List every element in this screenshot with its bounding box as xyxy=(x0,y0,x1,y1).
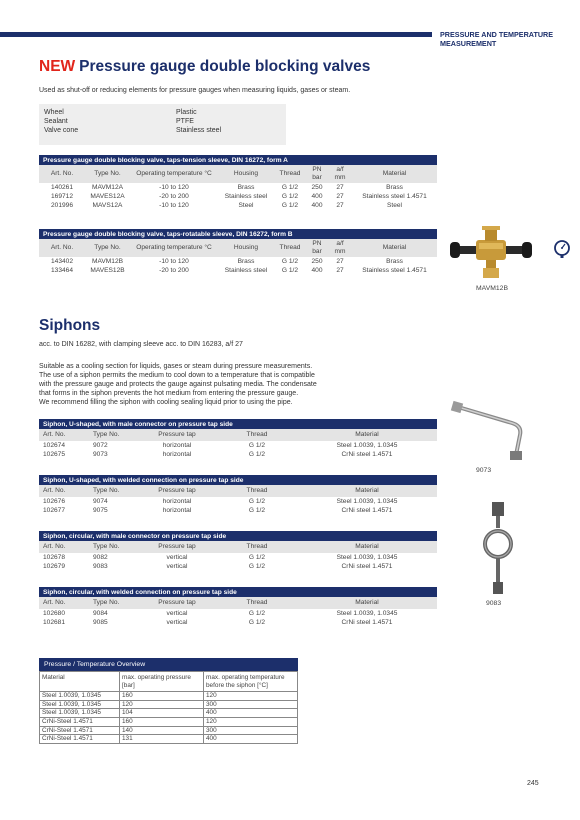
cell: 400 xyxy=(311,202,323,209)
col-header: max. operating temperature before the siphon [°C] xyxy=(204,672,298,692)
cell: G 1/2 xyxy=(248,619,266,626)
cell: 400 xyxy=(204,735,298,744)
material-value: Stainless steel xyxy=(176,127,222,134)
cell: Stainless steel xyxy=(224,193,268,200)
cell: 9084 xyxy=(93,610,108,617)
cell: 250 xyxy=(311,258,323,265)
col-header: Pressure tap xyxy=(137,597,217,609)
table-caption: Pressure gauge double blocking valve, taps-tension sleeve, DIN 16272, form A xyxy=(39,155,437,165)
cell: Brass xyxy=(237,184,255,191)
image-label-circular-siphon: 9083 xyxy=(486,600,502,607)
description-line: with the pressure gauge and protects the gauge against pulsating media. The condensate xyxy=(39,381,317,388)
table-caption: Siphon, circular, with welded connection on pressure tap side xyxy=(39,587,437,597)
cell: 143402 xyxy=(50,258,73,265)
table-row xyxy=(39,450,437,459)
material-box xyxy=(39,104,286,145)
cell: Steel 1.0039, 1.0345 xyxy=(336,498,398,505)
cell: CrNi steel 1.4571 xyxy=(341,507,393,514)
cell: 27 xyxy=(336,193,344,200)
col-header: Pressure tap xyxy=(137,485,217,497)
table-row xyxy=(39,562,437,571)
cell: 27 xyxy=(336,184,344,191)
siphon-table-u-male xyxy=(39,419,437,459)
col-header: Thread xyxy=(274,165,306,183)
col-header: Thread xyxy=(274,239,306,257)
table-caption: Siphon, U-shaped, with welded connection on pressure tap side xyxy=(39,475,437,485)
cell: Steel 1.0039, 1.0345 xyxy=(336,442,398,449)
col-header: Thread xyxy=(217,429,297,441)
circular-siphon-image xyxy=(478,500,518,596)
cell: G 1/2 xyxy=(248,554,266,561)
cell: -20 to 200 xyxy=(159,267,189,274)
cell: 400 xyxy=(311,193,323,200)
table-row xyxy=(39,618,437,627)
material-key: Wheel xyxy=(44,109,64,116)
cell: 300 xyxy=(204,700,298,709)
cell: 9082 xyxy=(93,554,108,561)
cell: 9073 xyxy=(93,451,108,458)
material-key: Valve cone xyxy=(44,127,79,134)
table-row xyxy=(39,609,437,618)
siphon-table-u-welded xyxy=(39,475,437,515)
table-row xyxy=(39,192,437,201)
col-header: Art. No. xyxy=(39,541,89,553)
table-row xyxy=(40,726,298,735)
cell: 400 xyxy=(311,267,323,274)
cell: 300 xyxy=(204,726,298,735)
cell: Steel 1.0039, 1.0345 xyxy=(40,692,120,701)
col-header: Material xyxy=(352,239,437,257)
cell: 120 xyxy=(204,717,298,726)
col-header: a/f mm xyxy=(328,239,352,257)
cell: 102678 xyxy=(43,554,66,561)
section-title-text: Pressure gauge double blocking valves xyxy=(79,58,371,75)
cell: -10 to 120 xyxy=(159,258,189,265)
cell: Steel 1.0039, 1.0345 xyxy=(336,610,398,617)
cell: G 1/2 xyxy=(281,184,299,191)
cell: 169712 xyxy=(50,193,73,200)
cell: 102674 xyxy=(43,442,66,449)
top-accent-bar xyxy=(0,32,432,37)
cell: vertical xyxy=(166,619,188,626)
cell: G 1/2 xyxy=(248,563,266,570)
col-header: PN bar xyxy=(306,239,328,257)
col-header: Material xyxy=(297,597,437,609)
cell: G 1/2 xyxy=(248,498,266,505)
cell: 9074 xyxy=(93,498,108,505)
table-caption: Siphon, U-shaped, with male connector on pressure tap side xyxy=(39,419,437,429)
page-number: 245 xyxy=(527,780,539,787)
col-header: max. operating pressure [bar] xyxy=(120,672,204,692)
cell: vertical xyxy=(166,610,188,617)
col-header: Thread xyxy=(217,541,297,553)
cell: horizontal xyxy=(162,442,192,449)
u-siphon-image xyxy=(450,393,530,463)
cell: 102677 xyxy=(43,507,66,514)
cell: CrNi-Steel 1.4571 xyxy=(40,726,120,735)
col-header: Pressure tap xyxy=(137,541,217,553)
siphon-description xyxy=(39,362,379,407)
cell: MAVES12A xyxy=(90,193,125,200)
cell: 9072 xyxy=(93,442,108,449)
cell: CrNi steel 1.4571 xyxy=(341,563,393,570)
cell: MAVM12A xyxy=(91,184,124,191)
cell: Steel xyxy=(238,202,254,209)
cell: horizontal xyxy=(162,451,192,458)
material-value: Plastic xyxy=(176,109,197,116)
table-row xyxy=(40,692,298,701)
col-header: Type No. xyxy=(85,165,130,183)
col-header: Art. No. xyxy=(39,597,89,609)
col-header: Thread xyxy=(217,597,297,609)
table-caption: Siphon, circular, with male connector on pressure tap side xyxy=(39,531,437,541)
cell: 102676 xyxy=(43,498,66,505)
cell: G 1/2 xyxy=(248,507,266,514)
section-title: Siphons xyxy=(39,317,101,334)
valve-table-form-b xyxy=(39,229,437,275)
cell: 120 xyxy=(120,700,204,709)
description-line: Suitable as a cooling section for liquids, gases or steam during pressure measurements. xyxy=(39,363,313,370)
table-caption: Pressure gauge double blocking valve, taps-rotatable sleeve, DIN 16272, form B xyxy=(39,229,437,239)
cell: 9085 xyxy=(93,619,108,626)
col-header: Housing xyxy=(218,239,274,257)
siphon-subtitle: acc. to DIN 16282, with clamping sleeve acc. to DIN 16283, a/f 27 xyxy=(39,341,243,348)
pressure-gauge-icon xyxy=(554,240,570,258)
table-row xyxy=(39,183,437,192)
col-header: Material xyxy=(297,429,437,441)
material-key: Sealant xyxy=(44,118,68,125)
cell: 120 xyxy=(204,692,298,701)
cell: Brass xyxy=(386,258,403,265)
col-header: Material xyxy=(297,485,437,497)
cell: MAVM12B xyxy=(91,258,124,265)
cell: CrNi steel 1.4571 xyxy=(341,451,393,458)
section-title xyxy=(39,58,370,76)
col-header: Operating temperature °C xyxy=(130,165,218,183)
col-header: Housing xyxy=(218,165,274,183)
cell: 104 xyxy=(120,709,204,718)
cell: MAVS12A xyxy=(92,202,123,209)
cell: Steel xyxy=(386,202,403,209)
table-row xyxy=(39,266,437,275)
col-header: Art. No. xyxy=(39,485,89,497)
cell: 9075 xyxy=(93,507,108,514)
cell: 131 xyxy=(120,735,204,744)
cell: 140 xyxy=(120,726,204,735)
description-line: We recommend filling the siphon with cooling sealing liquid prior to using the pipe. xyxy=(39,399,293,406)
siphon-table-circular-male xyxy=(39,531,437,571)
cell: horizontal xyxy=(162,498,192,505)
cell: 102679 xyxy=(43,563,66,570)
cell: 140261 xyxy=(50,184,73,191)
col-header: Material xyxy=(352,165,437,183)
intro-text: Used as shut-off or reducing elements for pressure gauges when measuring liquids, gases or steam. xyxy=(39,87,351,94)
valve-table-form-a xyxy=(39,155,437,210)
cell: G 1/2 xyxy=(248,451,266,458)
table-row xyxy=(39,201,437,210)
col-header: a/f mm xyxy=(328,165,352,183)
double-blocking-valve-image xyxy=(446,224,536,282)
cell: -10 to 120 xyxy=(159,184,189,191)
new-badge: NEW xyxy=(39,58,76,75)
image-label-valve: MAVM12B xyxy=(476,285,508,292)
category-label: PRESSURE AND TEMPERATURE MEASUREMENT xyxy=(440,30,554,48)
col-header: Art. No. xyxy=(39,239,85,257)
col-header: Type No. xyxy=(89,541,137,553)
cell: MAVES12B xyxy=(90,267,125,274)
table-row xyxy=(40,700,298,709)
cell: 250 xyxy=(311,184,323,191)
col-header: Thread xyxy=(217,485,297,497)
table-caption: Pressure / Temperature Overview xyxy=(39,658,298,671)
table-row xyxy=(39,553,437,562)
material-value: PTFE xyxy=(176,118,194,125)
cell: -10 to 120 xyxy=(159,202,189,209)
cell: 201996 xyxy=(50,202,73,209)
cell: Steel 1.0039, 1.0345 xyxy=(336,554,398,561)
col-header: Material xyxy=(297,541,437,553)
cell: vertical xyxy=(166,554,188,561)
cell: G 1/2 xyxy=(248,442,266,449)
cell: -20 to 200 xyxy=(159,193,189,200)
description-line: The use of a siphon permits the medium to cool down to a temperature that is compatible xyxy=(39,372,315,379)
table-row xyxy=(40,717,298,726)
cell: 27 xyxy=(336,202,344,209)
col-header: PN bar xyxy=(306,165,328,183)
cell: CrNi-Steel 1.4571 xyxy=(40,717,120,726)
cell: 400 xyxy=(204,709,298,718)
cell: G 1/2 xyxy=(281,202,299,209)
cell: 160 xyxy=(120,717,204,726)
cell: 27 xyxy=(336,258,344,265)
table-row xyxy=(39,506,437,515)
description-line: that forms in the siphon prevents the hot medium from entering the pressure gauge. xyxy=(39,390,299,397)
cell: 160 xyxy=(120,692,204,701)
col-header: Pressure tap xyxy=(137,429,217,441)
col-header: Type No. xyxy=(89,597,137,609)
cell: 102680 xyxy=(43,610,66,617)
cell: vertical xyxy=(166,563,188,570)
cell: CrNi-Steel 1.4571 xyxy=(40,735,120,744)
cell: Brass xyxy=(386,184,403,191)
image-label-u-siphon: 9073 xyxy=(476,467,492,474)
col-header: Art. No. xyxy=(39,429,89,441)
cell: Brass xyxy=(237,258,255,265)
cell: horizontal xyxy=(162,507,192,514)
table-row xyxy=(40,735,298,744)
pressure-temperature-overview-table xyxy=(39,658,298,744)
col-header: Material xyxy=(40,672,120,692)
col-header: Type No. xyxy=(89,485,137,497)
cell: Stainless steel 1.4571 xyxy=(362,193,427,200)
cell: 133464 xyxy=(50,267,73,274)
col-header: Operating temperature °C xyxy=(130,239,218,257)
col-header: Type No. xyxy=(89,429,137,441)
cell: 27 xyxy=(336,267,344,274)
cell: G 1/2 xyxy=(281,267,299,274)
table-row xyxy=(39,497,437,506)
cell: CrNi steel 1.4571 xyxy=(341,619,393,626)
cell: G 1/2 xyxy=(281,258,299,265)
col-header: Art. No. xyxy=(39,165,85,183)
cell: Steel 1.0039, 1.0345 xyxy=(40,700,120,709)
col-header: Type No. xyxy=(85,239,130,257)
siphon-table-circular-welded xyxy=(39,587,437,627)
cell: 102681 xyxy=(43,619,66,626)
cell: Stainless steel xyxy=(224,267,268,274)
cell: 9083 xyxy=(93,563,108,570)
cell: 102675 xyxy=(43,451,66,458)
table-row xyxy=(39,257,437,266)
table-row xyxy=(40,709,298,718)
cell: Steel 1.0039, 1.0345 xyxy=(40,709,120,718)
cell: G 1/2 xyxy=(281,193,299,200)
cell: G 1/2 xyxy=(248,610,266,617)
table-row xyxy=(39,441,437,450)
cell: Stainless steel 1.4571 xyxy=(362,267,427,274)
